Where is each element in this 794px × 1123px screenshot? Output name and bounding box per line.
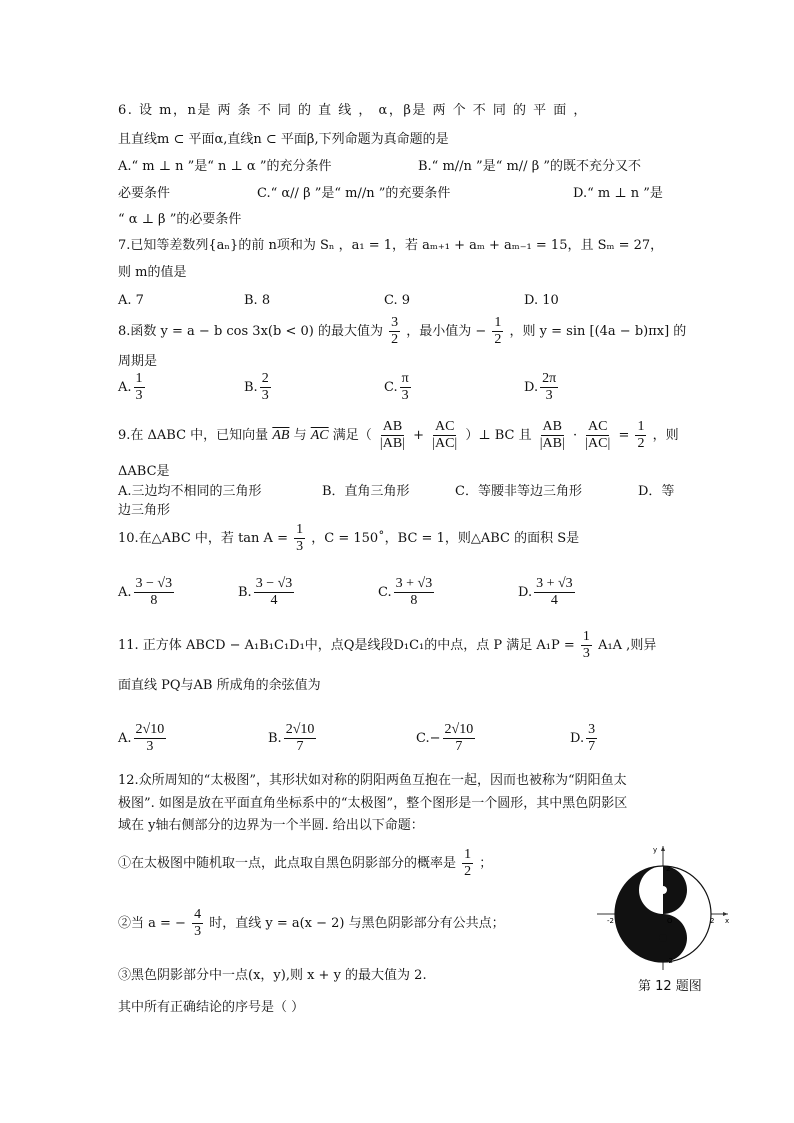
q6-line4a: 必要条件 [118, 186, 171, 201]
q12-s2-fraction [192, 907, 203, 940]
q9-line1 [118, 416, 679, 456]
q8-opt-c-label: C. [384, 380, 398, 395]
white-dot [659, 886, 667, 894]
q11-option-d [570, 719, 599, 759]
q12-s2-den: 3 [194, 924, 202, 939]
q8-opt-a-label: A. [118, 380, 132, 395]
q10-option-d [518, 574, 577, 612]
q9-eq: = [618, 428, 630, 443]
q8-opt-c-den: 3 [401, 388, 409, 403]
q10-opt-d-frac [534, 576, 575, 609]
q8-line1 [118, 314, 686, 350]
q9-text-b: 满足（ [332, 428, 372, 443]
q9-frac-a [378, 419, 407, 452]
q10-text-b: ，C = 150˚，BC = 1，则△ABC 的面积 S是 [311, 531, 580, 546]
q10-opt-a-den: 8 [150, 593, 158, 608]
q11-option-a [118, 719, 168, 759]
q12-s1-text: ①在太极图中随机取一点，此点取自黑色阴影部分的概率是 [118, 856, 457, 871]
y-tick-minus2: -2 [666, 957, 673, 965]
q9-fa-den: |AB| [379, 436, 405, 451]
q12-s2-end: 时，直线 y = a(x − 2) 与黑色阴影部分有公共点； [209, 916, 505, 931]
q12-s1-fraction [462, 847, 473, 880]
q11-frac-den: 3 [582, 646, 590, 661]
q10-opt-c-frac [394, 576, 435, 609]
q8-opt-c-num: π [401, 371, 409, 386]
q9-frac-d [583, 419, 612, 452]
q10-opt-c-label: C. [378, 585, 392, 600]
q11-opt-b-den: 7 [296, 739, 304, 754]
q6-option-c: C.“ α// β ”是“ m//n ”的充要条件 [257, 186, 451, 201]
q9-frac-c [538, 419, 567, 452]
x-tick-minus2: -2 [607, 917, 614, 925]
q9-vector-ab: $\overline{AB}$ [272, 428, 290, 443]
q9-text-c: ）⊥ BC 且 [465, 428, 532, 443]
q9-fe-den: 2 [637, 436, 645, 451]
q9-fe-num: 1 [637, 419, 645, 434]
q6-option-b: B.“ m//n ”是“ m// β ”的既不充分又不 [418, 159, 641, 174]
q8-frac2-num: 1 [494, 315, 502, 330]
q9-text-a: 9.在 ΔABC 中，已知向量 [118, 428, 269, 443]
q9-fa-num: AB [382, 419, 403, 434]
q7-option-b: B. 8 [244, 293, 271, 308]
x-tick-2: 2 [710, 917, 715, 925]
q11-opt-c-frac [443, 722, 476, 755]
q11-opt-b-label: B. [268, 731, 282, 746]
q10-opt-b-num: 3 − √3 [255, 576, 293, 591]
q9-line4: 边三角形 [118, 503, 171, 518]
q9-option-a: A.三边均不相同的三角形 [118, 484, 262, 499]
q10-line1 [118, 520, 579, 558]
q8-opt-b-frac [260, 371, 271, 404]
origin-label: O [667, 917, 673, 925]
q10-frac-num: 1 [296, 522, 304, 537]
q10-opt-a-label: A. [118, 585, 132, 600]
q11-line2: 面直线 PQ与AB 所成角的余弦值为 [118, 678, 321, 693]
q6-option-d: D.“ m ⊥ n ”是 [573, 186, 663, 201]
q8-text-b: ，最小值为 − [406, 324, 487, 339]
q11-opt-a-den: 3 [146, 739, 154, 754]
q8-opt-d-num: 2π [542, 371, 557, 386]
q7-line2: 则 m的值是 [118, 265, 187, 280]
q6-line1: 6. 设 m，n是 两 条 不 同 的 直 线 ， α，β是 两 个 不 同 的 平 面 ， [118, 103, 588, 118]
q10-opt-a-frac [134, 576, 175, 609]
q6-line2: 且直线m ⊂ 平面α,直线n ⊂ 平面β,下列命题为真命题的是 [118, 132, 449, 147]
q8-opt-b-num: 2 [261, 371, 269, 386]
q11-frac-num: 1 [582, 629, 590, 644]
q9-fb-den: |AC| [432, 436, 458, 451]
q9-fd-den: |AC| [585, 436, 611, 451]
q9-fc-den: |AB| [539, 436, 565, 451]
q11-option-b [268, 719, 318, 759]
q12-s2-num: 4 [194, 907, 202, 922]
q8-option-d [524, 370, 560, 406]
q8-opt-d-frac [540, 371, 558, 404]
x-axis-arrow-icon [723, 912, 728, 916]
q8-option-b [244, 370, 273, 406]
q7-line1: 7.已知等差数列{aₙ}的前 n项和为 Sₙ ，a₁ = 1，若 aₘ₊₁ + aₘ + aₘ₋₁ = 15，且 Sₘ = 27， [118, 238, 664, 253]
q9-text-mid: 与 [293, 428, 307, 443]
q12-s2-text: ②当 a = − [118, 916, 186, 931]
q11-opt-a-label: A. [118, 731, 132, 746]
q11-option-c [416, 719, 477, 759]
q12-line3: 域在 y轴右侧部分的边界为一个半圆. 给出以下命题： [118, 818, 424, 833]
q9-dot: · [572, 428, 578, 443]
q10-opt-c-num: 3 + √3 [395, 576, 433, 591]
q10-opt-d-den: 4 [550, 593, 558, 608]
q12-answer-prompt: 其中所有正确结论的序号是（ ） [118, 1000, 305, 1015]
q10-option-b [238, 574, 296, 612]
q8-opt-d-label: D. [524, 380, 539, 395]
q8-option-c [384, 370, 413, 406]
q12-statement-1 [118, 845, 492, 883]
q10-opt-d-label: D. [518, 585, 533, 600]
q10-option-c [378, 574, 436, 612]
q8-opt-b-den: 3 [261, 388, 269, 403]
q10-opt-d-num: 3 + √3 [536, 576, 573, 591]
q7-option-d: D. 10 [524, 293, 559, 308]
q12-line2: 极图”. 如图是放在平面直角坐标系中的“太极图”，整个图形是一个圆形，其中黑色阴影区 [118, 796, 628, 811]
q9-plus: + [413, 428, 425, 443]
q12-s1-num: 1 [464, 847, 472, 862]
q9-text-d: ，则 [652, 428, 679, 443]
q10-opt-a-num: 3 − √3 [135, 576, 173, 591]
q6-line5: “ α ⊥ β ”的必要条件 [118, 212, 242, 227]
q10-opt-b-den: 4 [270, 593, 278, 608]
q11-opt-c-den: 7 [455, 739, 463, 754]
q11-text-a: 11. 正方体 ABCD − A₁B₁C₁D₁中，点Q是线段D₁C₁的中点，点 P 满足 A₁P = [118, 638, 575, 653]
y-tick-2: 2 [666, 865, 671, 873]
q11-opt-a-num: 2√10 [135, 722, 165, 737]
x-axis-label: x [725, 917, 730, 925]
q11-opt-d-den: 7 [588, 739, 596, 754]
q11-text-b: A₁A ,则异 [598, 638, 657, 653]
q10-frac-den: 3 [296, 539, 304, 554]
q8-frac2-den: 2 [494, 332, 502, 347]
q8-frac1-num: 3 [391, 315, 399, 330]
q8-opt-a-num: 1 [135, 371, 143, 386]
figure-caption: 第 12 题图 [638, 979, 702, 994]
q11-opt-a-frac [134, 722, 167, 755]
q9-frac-b [430, 419, 459, 452]
q11-opt-b-frac [284, 722, 317, 755]
q11-fraction [581, 629, 592, 662]
q8-opt-b-label: B. [244, 380, 258, 395]
q7-option-c: C. 9 [384, 293, 411, 308]
q9-option-d: D．等 [638, 484, 675, 499]
q10-fraction [294, 522, 305, 555]
q10-opt-b-label: B. [238, 585, 252, 600]
y-axis-arrow-icon [661, 846, 665, 851]
q12-s1-end: ； [479, 856, 493, 871]
y-axis-label: y [653, 846, 658, 854]
q11-opt-c-num: 2√10 [444, 722, 474, 737]
q12-statement-3: ③黑色阴影部分中一点(x，y),则 x + y 的最大值为 2. [118, 968, 427, 983]
q11-opt-d-label: D. [570, 731, 585, 746]
q8-fraction-max [389, 315, 400, 348]
q11-line1 [118, 627, 656, 665]
black-dot [659, 934, 667, 942]
taiji-figure [595, 843, 731, 973]
q8-fraction-min [492, 315, 503, 348]
q8-text-c: ，则 y = sin [(4a − b)πx] 的 [509, 324, 687, 339]
q10-option-a [118, 574, 176, 612]
q8-option-a [118, 370, 147, 406]
q9-fc-num: AB [542, 419, 562, 434]
q9-option-b: B．直角三角形 [322, 484, 410, 499]
q9-line2: ΔABC是 [118, 464, 170, 479]
q8-opt-c-frac [400, 371, 411, 404]
q8-opt-a-frac [134, 371, 145, 404]
q10-opt-b-frac [254, 576, 295, 609]
q6-option-a: A.“ m ⊥ n ”是“ n ⊥ α ”的充分条件 [118, 159, 332, 174]
q9-vector-ac: $\overline{AC}$ [310, 428, 329, 443]
q11-opt-c-pre: − [429, 731, 441, 746]
q9-fd-num: AC [588, 419, 608, 434]
q8-text-a: 8.函数 y = a − b cos 3x(b < 0) 的最大值为 [118, 324, 383, 339]
q8-opt-d-den: 3 [545, 388, 553, 403]
q8-opt-a-den: 3 [135, 388, 143, 403]
q8-line2: 周期是 [118, 354, 158, 369]
q9-fb-num: AC [434, 419, 455, 434]
q7-option-a: A. 7 [118, 293, 144, 308]
q9-frac-e [635, 419, 646, 452]
q11-opt-d-frac [586, 722, 597, 755]
q11-opt-b-num: 2√10 [285, 722, 315, 737]
q11-opt-c-label: C. [416, 731, 430, 746]
q8-frac1-den: 2 [391, 332, 399, 347]
q12-line1: 12.众所周知的“太极图”，其形状如对称的阴阳两鱼互抱在一起，因而也被称为“阴阳鱼太 [118, 773, 627, 788]
q9-option-c: C．等腰非等边三角形 [455, 484, 582, 499]
q10-opt-c-den: 8 [410, 593, 418, 608]
q11-opt-d-num: 3 [588, 722, 596, 737]
q10-text-a: 10.在△ABC 中，若 tan A = [118, 531, 288, 546]
q12-statement-2 [118, 905, 505, 943]
q12-s1-den: 2 [464, 864, 472, 879]
